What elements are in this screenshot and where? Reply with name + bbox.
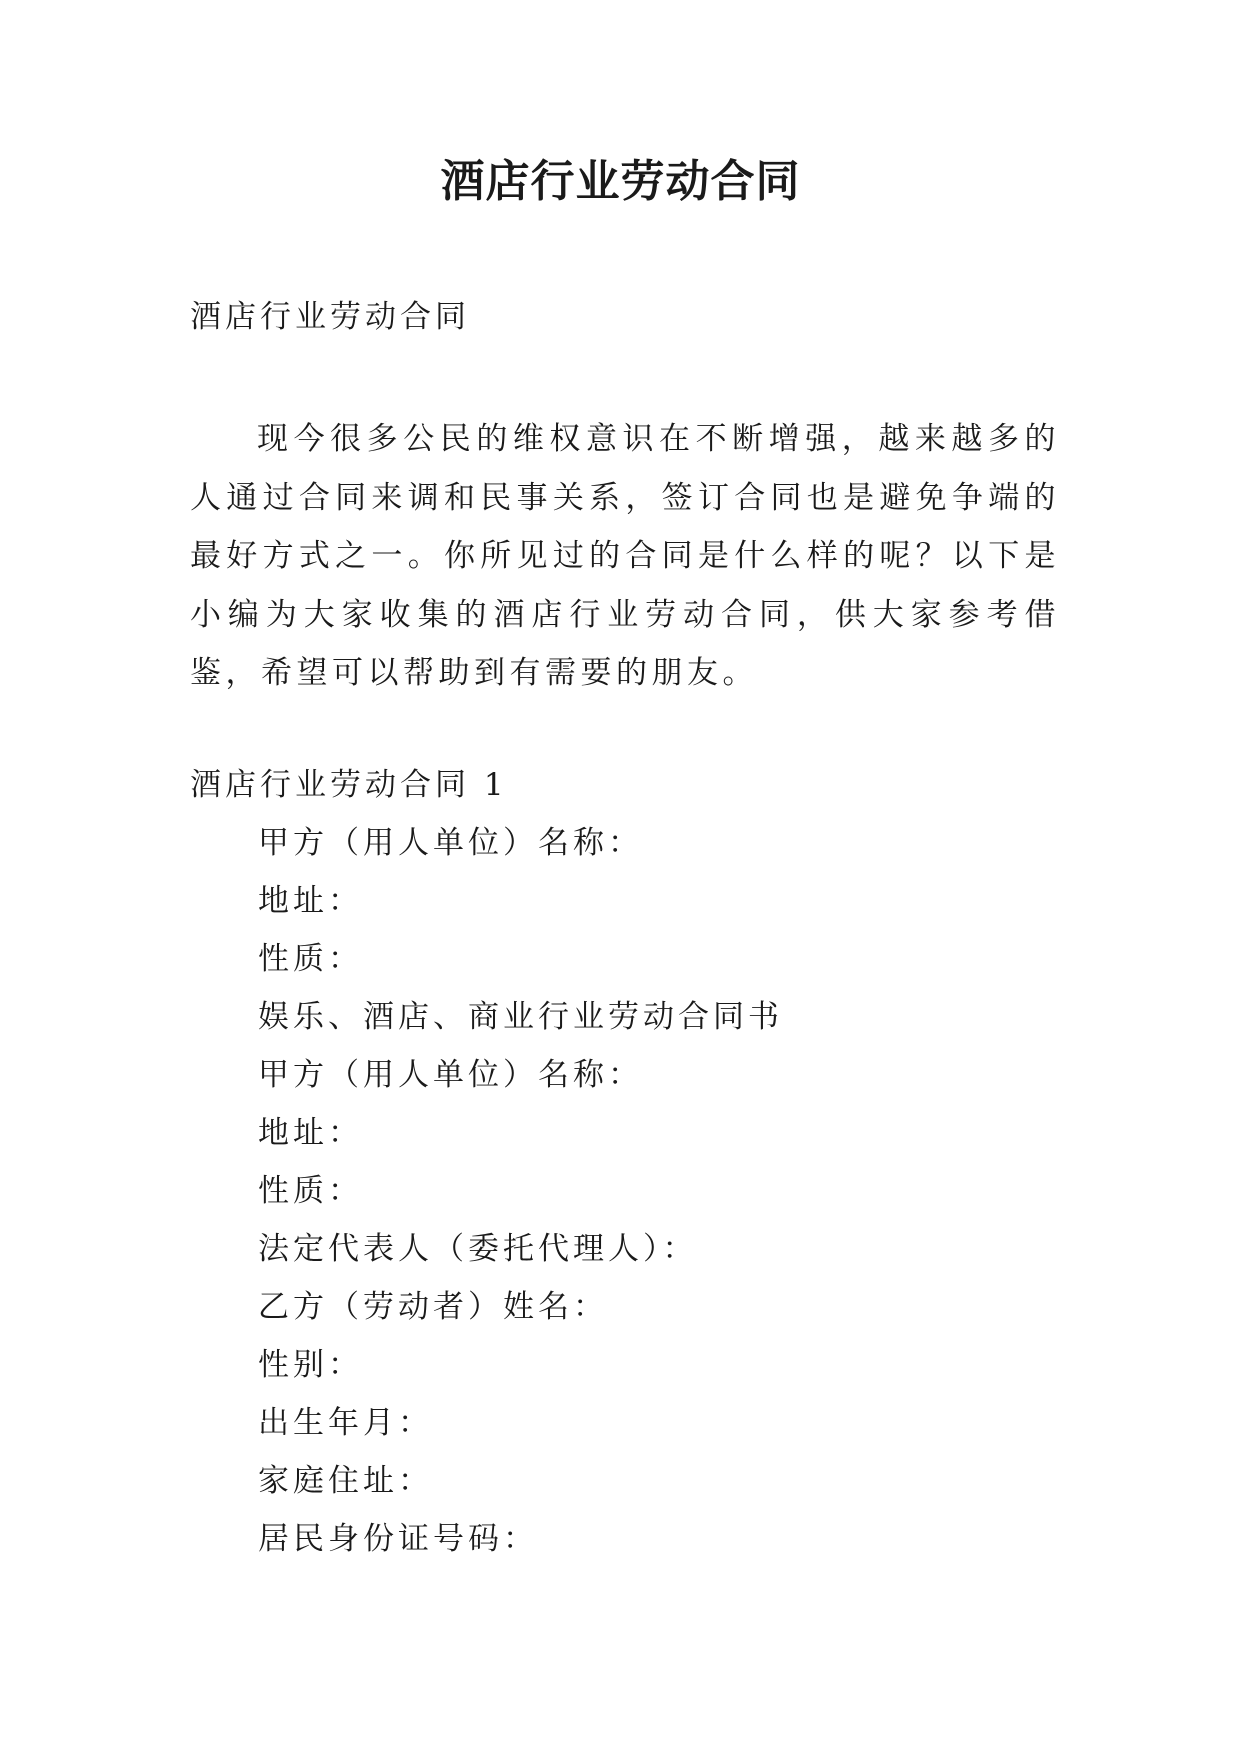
field-gender: 性别： [258,1347,363,1383]
field-nature-2: 性质： [258,1173,363,1209]
field-party-b-name: 乙方（劳动者）姓名： [258,1289,608,1325]
field-address: 地址： [258,883,363,919]
contract-book-title: 娱乐、酒店、商业行业劳动合同书 [258,999,783,1035]
intro-paragraph [190,410,1060,703]
field-id-number: 居民身份证号码： [258,1521,538,1557]
field-legal-representative: 法定代表人（委托代理人）： [258,1231,698,1267]
field-nature: 性质： [258,941,363,977]
field-birth-date: 出生年月： [258,1405,433,1441]
field-address-2: 地址： [258,1115,363,1151]
field-home-address: 家庭住址： [258,1463,433,1499]
document-subtitle: 酒店行业劳动合同 [190,299,470,335]
field-party-a-name-2: 甲方（用人单位）名称： [258,1057,643,1093]
section-heading: 酒店行业劳动合同 1 [190,767,508,803]
document-title: 酒店行业劳动合同 [440,156,801,207]
field-party-a-name: 甲方（用人单位）名称： [258,825,643,861]
intro-text: 现今很多公民的维权意识在不断增强，越来越多的人通过合同来调和民事关系，签订合同也是避免争端的最好方式之一。你所见过的合同是什么样的呢？以下是小编为大家收集的酒店行业劳动合同，供大家参考借鉴，希望可以帮助到有需要的朋友。 [190,421,1060,691]
